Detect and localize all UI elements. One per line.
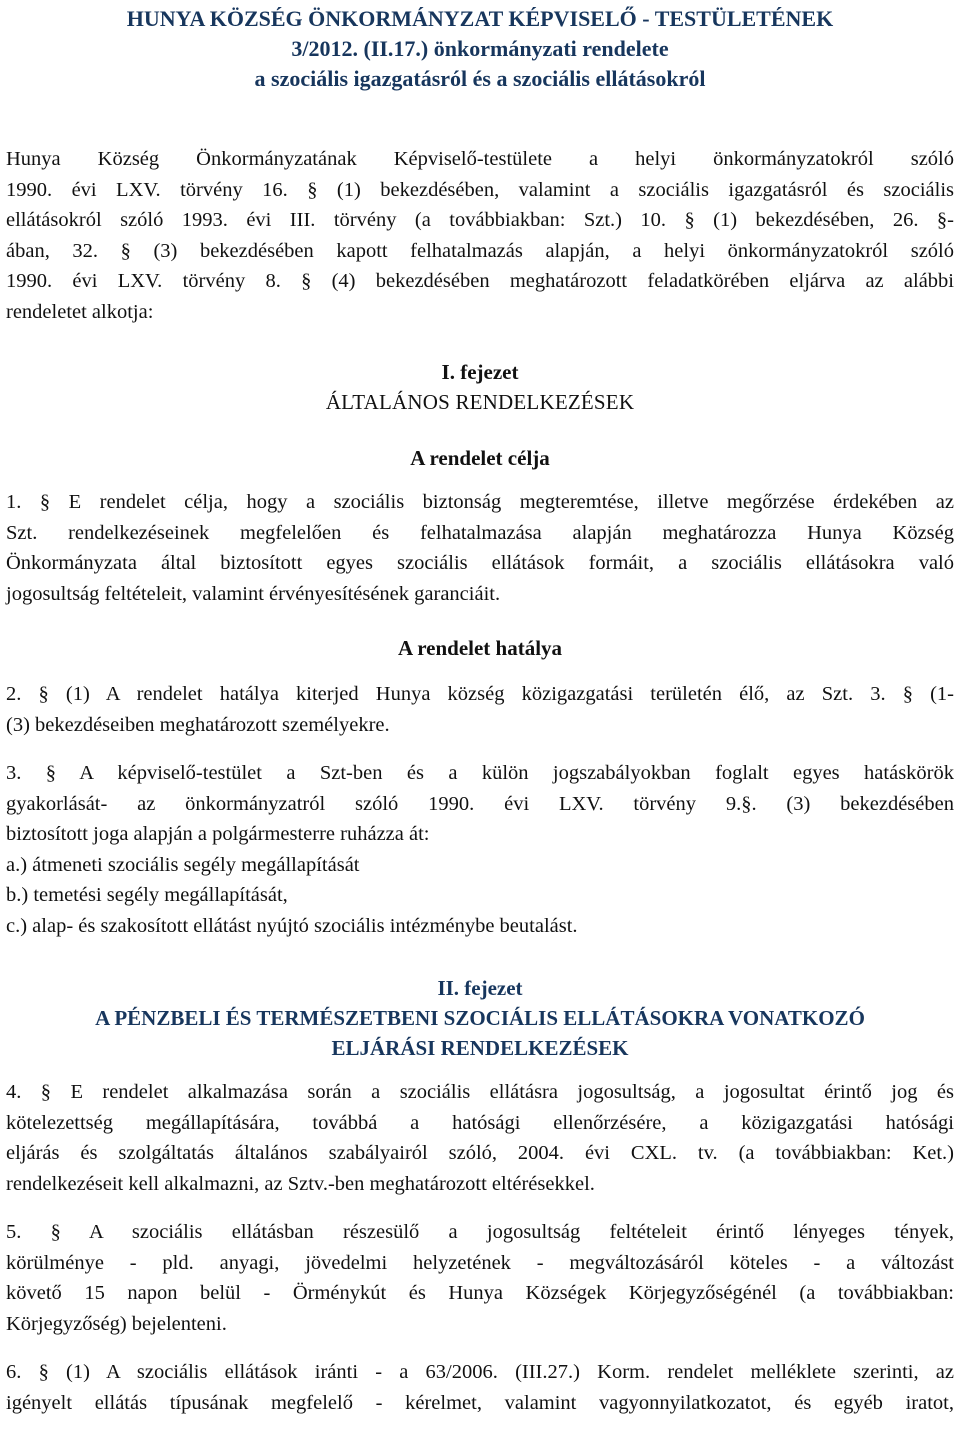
preamble-line: Hunya Község Önkormányzatának Képviselő-testülete a helyi önkormányzatokról szóló — [6, 148, 954, 170]
section-3 — [6, 758, 954, 941]
preamble-line: rendeletet alkotja: — [6, 300, 154, 323]
section-1 — [6, 487, 954, 609]
chapter-number: II. fejezet — [437, 976, 523, 1000]
chapter-1-heading — [6, 357, 954, 417]
preamble-line: 1990. évi LXV. törvény 8. § (4) bekezdésében meghatározott feladatkörében eljárva az alábbi — [6, 270, 954, 292]
document-title — [6, 4, 954, 94]
section-line: 5. § A szociális ellátásban részesülő a jogosultság feltételeit érintő lényeges tények, — [6, 1221, 954, 1243]
preamble-line: ában, 32. § (3) bekezdésében kapott felhatalmazás alapján, a helyi önkormányzatokról szóló — [6, 239, 954, 262]
preamble-line: ellátásokról szóló 1993. évi III. törvény (a továbbiakban: Szt.) 10. § (1) bekezdésében, 26. §- — [6, 209, 954, 231]
section-line: Önkormányzata által biztosított egyes szociális ellátások formáit, a szociális ellátásokra való — [6, 552, 954, 574]
section-heading: A rendelet célja — [410, 446, 550, 470]
chapter-number: I. fejezet — [441, 360, 519, 384]
section-line: körülménye - pld. anyagi, jövedelmi helyzetének - megváltozásáról köteles - a változást — [6, 1251, 954, 1274]
section-line: Szt. rendelkezéseinek megfelelően és felhatalmazása alapján meghatározza Hunya Község — [6, 521, 954, 544]
section-line: eljárás és szolgáltatás általános szabályairól szóló, 2004. évi CXL. tv. (a továbbiakban: Ket.) — [6, 1142, 954, 1164]
section-line: 3. § A képviselő-testület a Szt-ben és a külön jogszabályokban foglalt egyes hatáskörök — [6, 762, 954, 784]
section-line: jogosultság feltételeit, valamint érvényesítésének garanciáit. — [6, 582, 501, 605]
chapter-title: ÁLTALÁNOS RENDELKEZÉSEK — [325, 390, 635, 414]
list-item: b.) temetési segély megállapítását, — [6, 884, 288, 906]
list-item: c.) alap- és szakosított ellátást nyújtó szociális intézménybe beutalást. — [6, 914, 578, 937]
chapter-title-line: ELJÁRÁSI RENDELKEZÉSEK — [331, 1036, 629, 1060]
section-line: követő 15 napon belül - Örménykút és Hunya Községek Körjegyzőségénél (a továbbiakban: — [6, 1282, 954, 1304]
section-2 — [6, 679, 954, 740]
section-line: gyakorlását- az önkormányzatról szóló 1990. évi LXV. törvény 9.§. (3) bekezdésében — [6, 792, 954, 815]
title-line-1: HUNYA KÖZSÉG ÖNKORMÁNYZAT KÉPVISELŐ - TESTÜLETÉNEK — [126, 6, 834, 31]
section-line: 1. § E rendelet célja, hogy a szociális biztonság megteremtése, illetve megőrzése érdekében az — [6, 491, 954, 513]
section-line: 6. § (1) A szociális ellátások iránti - a 63/2006. (III.27.) Korm. rendelet melléklete szerinti, az — [6, 1361, 954, 1383]
title-line-3: a szociális igazgatásról és a szociális ellátásokról — [254, 66, 706, 91]
section-heading: A rendelet hatálya — [397, 636, 563, 660]
section-line: 2. § (1) A rendelet hatálya kiterjed Hunya község közigazgatási területén élő, az Szt. 3. § (1- — [6, 683, 954, 705]
preamble — [6, 144, 954, 327]
section-line: rendelkezéseit kell alkalmazni, az Sztv.-ben meghatározott eltérésekkel. — [6, 1172, 595, 1195]
preamble-line: 1990. évi LXV. törvény 16. § (1) bekezdésében, valamint a szociális igazgatásról és szociális — [6, 178, 954, 201]
section-line: igényelt ellátás típusának megfelelő - kérelmet, valamint vagyonnyilatkozatot, és egyéb iratot, — [6, 1391, 954, 1414]
chapter-title-line: A PÉNZBELI ÉS TERMÉSZETBENI SZOCIÁLIS ELLÁTÁSOKRA VONATKOZÓ — [95, 1006, 865, 1030]
list-item: a.) átmeneti szociális segély megállapítását — [6, 853, 360, 876]
section-4 — [6, 1077, 954, 1199]
chapter-2-heading — [6, 973, 954, 1063]
section-5 — [6, 1217, 954, 1339]
section-line: Körjegyzőség) bejelenteni. — [6, 1312, 227, 1335]
section-6 — [6, 1357, 954, 1418]
title-line-2: 3/2012. (II.17.) önkormányzati rendelete — [291, 36, 669, 61]
section-line: 4. § E rendelet alkalmazása során a szociális ellátásra jogosultság, a jogosultat érintő jog és — [6, 1081, 954, 1103]
document-page — [6, 0, 954, 1418]
section-line: (3) bekezdéseiben meghatározott személyekre. — [6, 713, 390, 736]
section-line: biztosított joga alapján a polgármesterre ruházza át: — [6, 823, 430, 845]
section-line: kötelezettség megállapítására, továbbá a hatósági ellenőrzésére, a közigazgatási hatósági — [6, 1111, 954, 1134]
